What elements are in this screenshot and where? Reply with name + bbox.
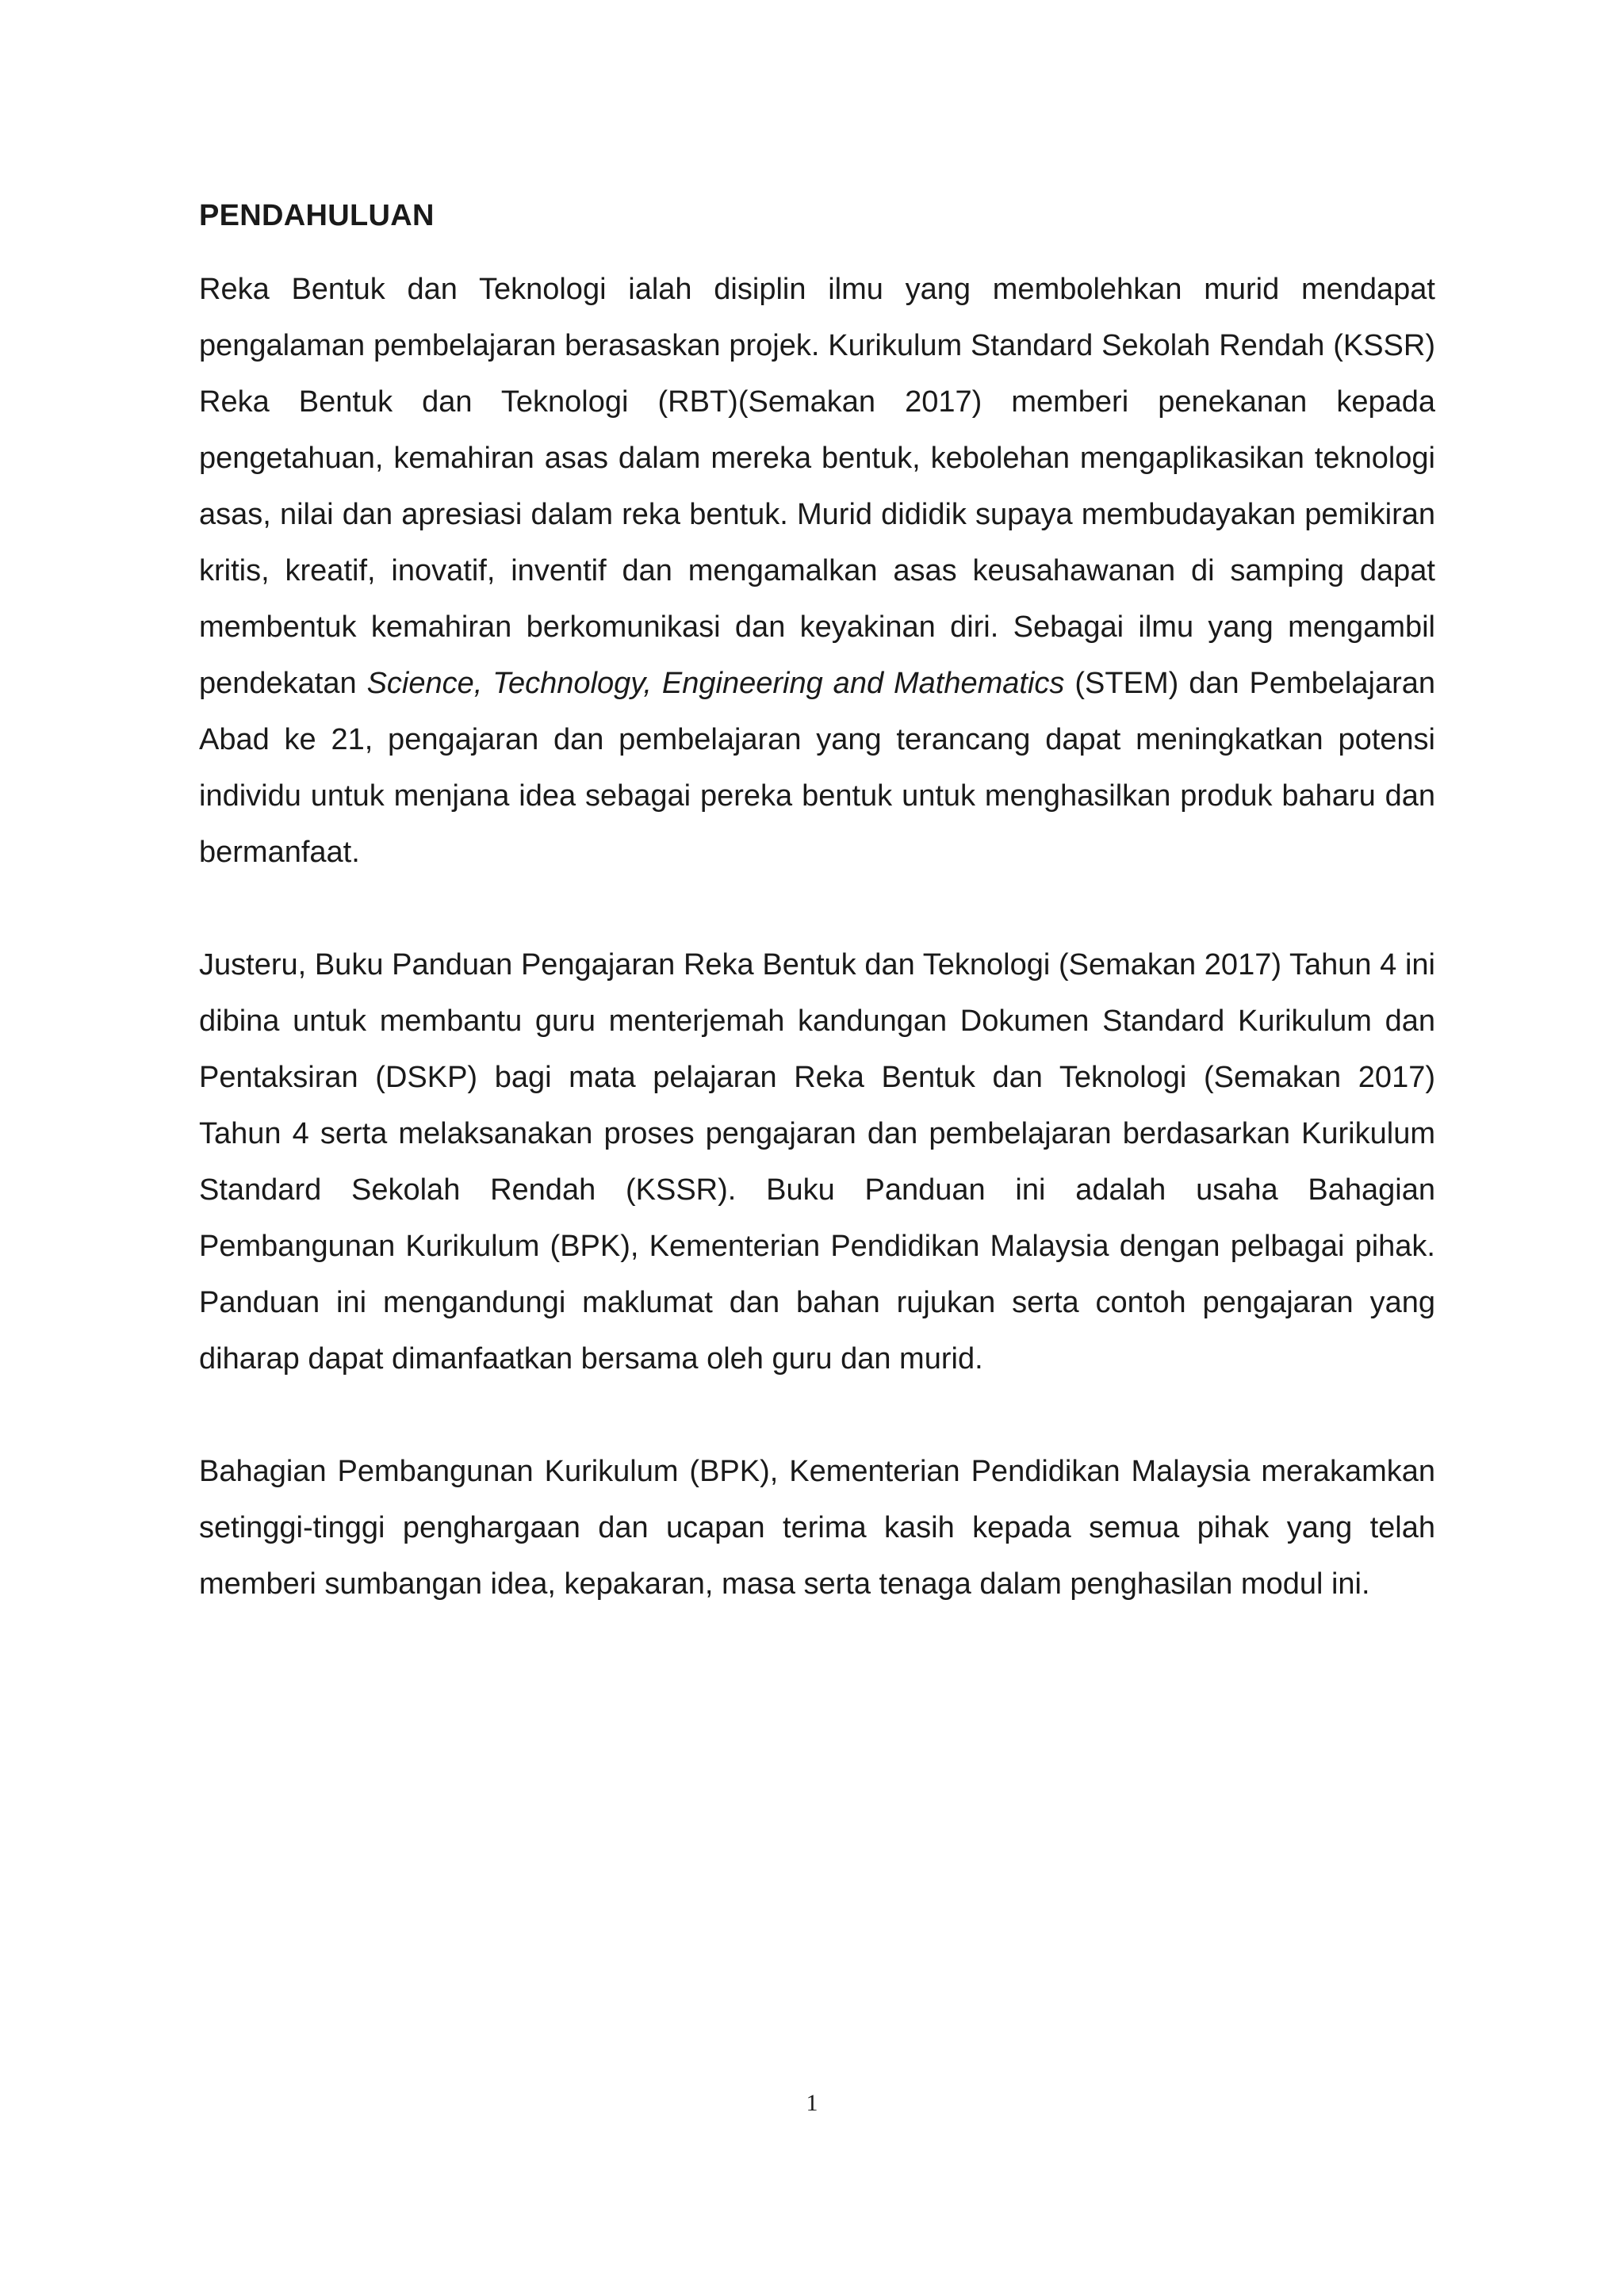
paragraph-acknowledgement: Bahagian Pembangunan Kurikulum (BPK), Kementerian Pendidikan Malaysia merakamkan setinggi-tinggi penghargaan dan ucapan terima kasih kepada semua pihak yang telah memberi sumbangan idea, kepakaran, masa serta tenaga dalam penghasilan modul ini. [199, 1455, 1435, 1601]
paragraph-introduction [199, 262, 1435, 881]
section-heading: PENDAHULUAN [199, 199, 435, 232]
paragraph-introduction-text-end: (STEM) dan Pembelajaran Abad ke 21, pengajaran dan pembelajaran yang terancang dapat meningkatkan potensi individu untuk menjana idea sebagai pereka bentuk untuk menghasilkan produk baharu dan bermanfaat. [199, 667, 1436, 869]
document-body [199, 190, 1435, 1613]
page-number: 1 [806, 2090, 818, 2116]
paragraph-purpose: Justeru, Buku Panduan Pengajaran Reka Bentuk dan Teknologi (Semakan 2017) Tahun 4 ini dibina untuk membantu guru menterjemah kandungan Dokumen Standard Kurikulum dan Pentaksiran (DSKP) bagi mata pelajaran Reka Bentuk dan Teknologi (Semakan 2017) Tahun 4 serta melaksanakan proses pengajaran dan pembelajaran berdasarkan Kurikulum Standard Sekolah Rendah (KSSR). Buku Panduan ini adalah usaha Bahagian Pembangunan Kurikulum (BPK), Kementerian Pendidikan Malaysia dengan pelbagai pihak. Panduan ini mengandungi maklumat dan bahan rujukan serta contoh pengajaran yang diharap dapat dimanfaatkan bersama oleh guru dan murid. [199, 948, 1435, 1376]
paragraph-introduction-text-start: Reka Bentuk dan Teknologi ialah disiplin ilmu yang membolehkan murid mendapat pengalaman pembelajaran berasaskan projek. Kurikulum Standard Sekolah Rendah (KSSR) Reka Bentuk dan Teknologi (RBT)(Semakan 2017) memberi penekanan kepada pengetahuan, kemahiran asas dalam mereka bentuk, kebolehan mengaplikasikan teknologi asas, nilai dan apresiasi dalam reka bentuk. Murid dididik supaya membudayakan pemikiran kritis, kreatif, inovatif, inventif dan mengamalkan asas keusahawanan di samping dapat membentuk kemahiran berkomunikasi dan keyakinan diri. Sebagai ilmu yang mengambil pendekatan [199, 273, 1435, 700]
paragraph-introduction-italic-term: Science, Technology, Engineering and Mathematics [366, 667, 1065, 700]
